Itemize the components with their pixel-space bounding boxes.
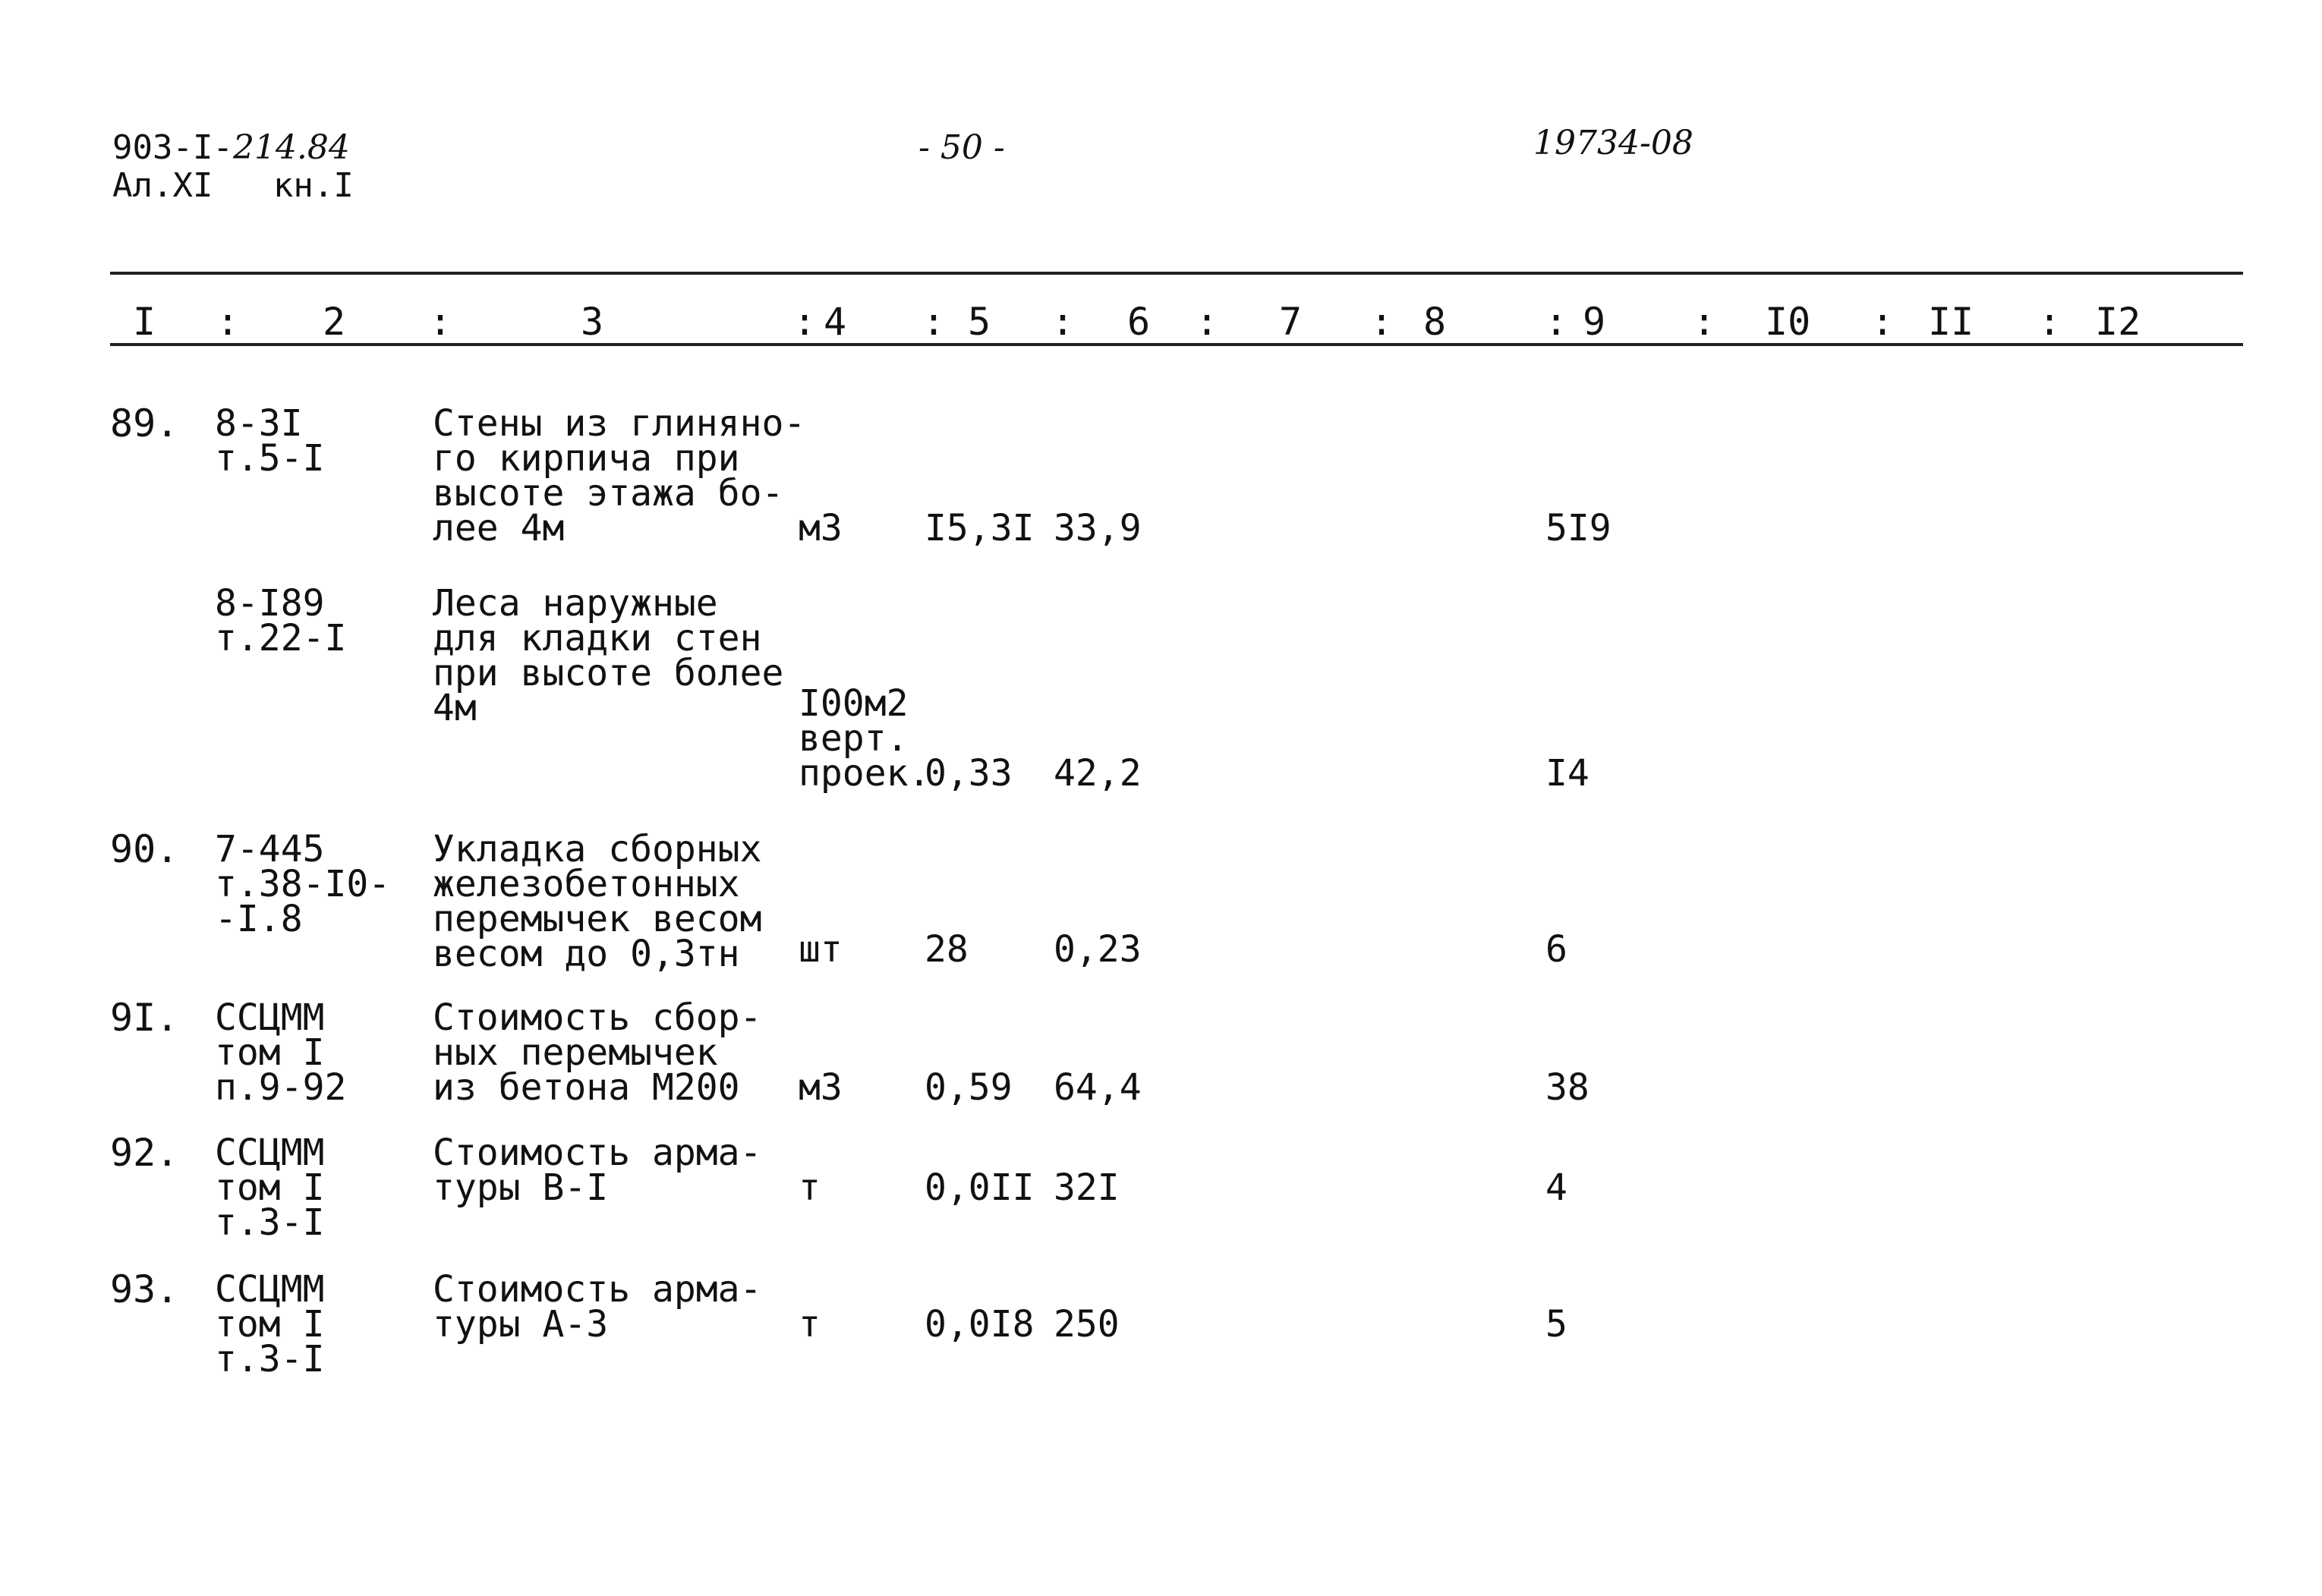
col-separator: : [216,300,240,344]
row-number: 92. [110,1131,179,1175]
col-num-5: 5 [968,300,991,344]
norm-code: 8-3I т.5-I [215,402,325,480]
code-prefix: 903-I- [112,128,233,167]
work-description: Укладка сборных железобетонных перемычек весом весом до 0,3тн [433,828,762,975]
total-cost: 6 [1545,928,1567,971]
norm-code: 8-I89 т.22-I [215,582,347,659]
col-separator: : [2038,300,2062,344]
work-description: Стоимость сбор- ных перемычек из бетона М200 [433,996,762,1109]
col-separator: : [429,300,452,344]
col-num-8: 8 [1423,300,1447,344]
norm-code: ССЦММ том I т.3-I [215,1268,325,1380]
unit-price: 0,23 [1054,928,1142,971]
page-number: - 50 - [918,128,1005,167]
unit: т [799,1303,821,1346]
col-separator: : [1871,300,1895,344]
unit-price: 250 [1054,1303,1120,1346]
total-cost: 4 [1545,1166,1567,1209]
col-separator: : [922,300,946,344]
quantity: 0,0II [925,1166,1035,1209]
row-number: 93. [110,1267,179,1311]
unit: м3 [799,1066,843,1109]
col-num-7: 7 [1279,300,1303,344]
top-rule [110,272,2243,275]
norm-code: ССЦММ том I т.3-I [215,1132,325,1244]
row-number: 9I. [110,996,179,1040]
norm-code: 7-445 т.38-I0- -I.8 [215,828,391,940]
quantity: I5,3I [925,507,1035,549]
total-cost: 5 [1545,1303,1567,1346]
col-separator: : [1051,300,1075,344]
unit: I00м2 верт. проек. [799,682,931,795]
row-number: 90. [110,827,179,871]
norm-code: ССЦММ том I п.9-92 [215,996,347,1109]
total-cost: 5I9 [1545,507,1612,549]
unit-price: 32I [1054,1166,1120,1209]
quantity: 0,33 [925,752,1013,795]
unit: т [799,1166,821,1209]
quantity: 0,0I8 [925,1303,1035,1346]
album-label: Ал.XI кн.I [112,166,354,205]
work-description: Стены из глиняно- го кирпича при высоте этажа бо- лее 4м [433,402,806,549]
row-number: 89. [110,401,179,445]
col-num-4: 4 [824,300,847,344]
col-num-2: 2 [323,300,346,344]
col-num-10: I0 [1765,300,1811,344]
col-separator: : [1196,300,1219,344]
col-num-6: 6 [1127,300,1151,344]
work-description: Леса наружные для кладки стен при высоте более 4м [433,582,784,729]
unit: м3 [799,507,843,549]
column-numbers-row [110,300,2243,345]
total-cost: 38 [1545,1066,1589,1109]
unit-price: 64,4 [1054,1066,1142,1109]
work-description: Стоимость арма- туры В-I [433,1132,762,1209]
total-cost: I4 [1545,752,1589,795]
col-separator: : [1545,300,1568,344]
col-num-12: I2 [2095,300,2141,344]
col-separator: : [1370,300,1394,344]
work-description: Стоимость арма- туры А-3 [433,1268,762,1346]
quantity: 0,59 [925,1066,1013,1109]
col-num-11: II [1928,300,1974,344]
quantity: 28 [925,928,969,971]
col-separator: : [793,300,817,344]
unit: шт [799,928,843,971]
col-num-9: 9 [1583,300,1606,344]
document-code [112,128,350,167]
unit-price: 33,9 [1054,507,1142,549]
col-num-1: I [133,300,156,344]
unit-price: 42,2 [1054,752,1142,795]
document-number: 19734-08 [1533,124,1693,162]
col-separator: : [1693,300,1716,344]
col-num-3: 3 [581,300,604,344]
code-handwritten: 214.84 [232,128,350,167]
